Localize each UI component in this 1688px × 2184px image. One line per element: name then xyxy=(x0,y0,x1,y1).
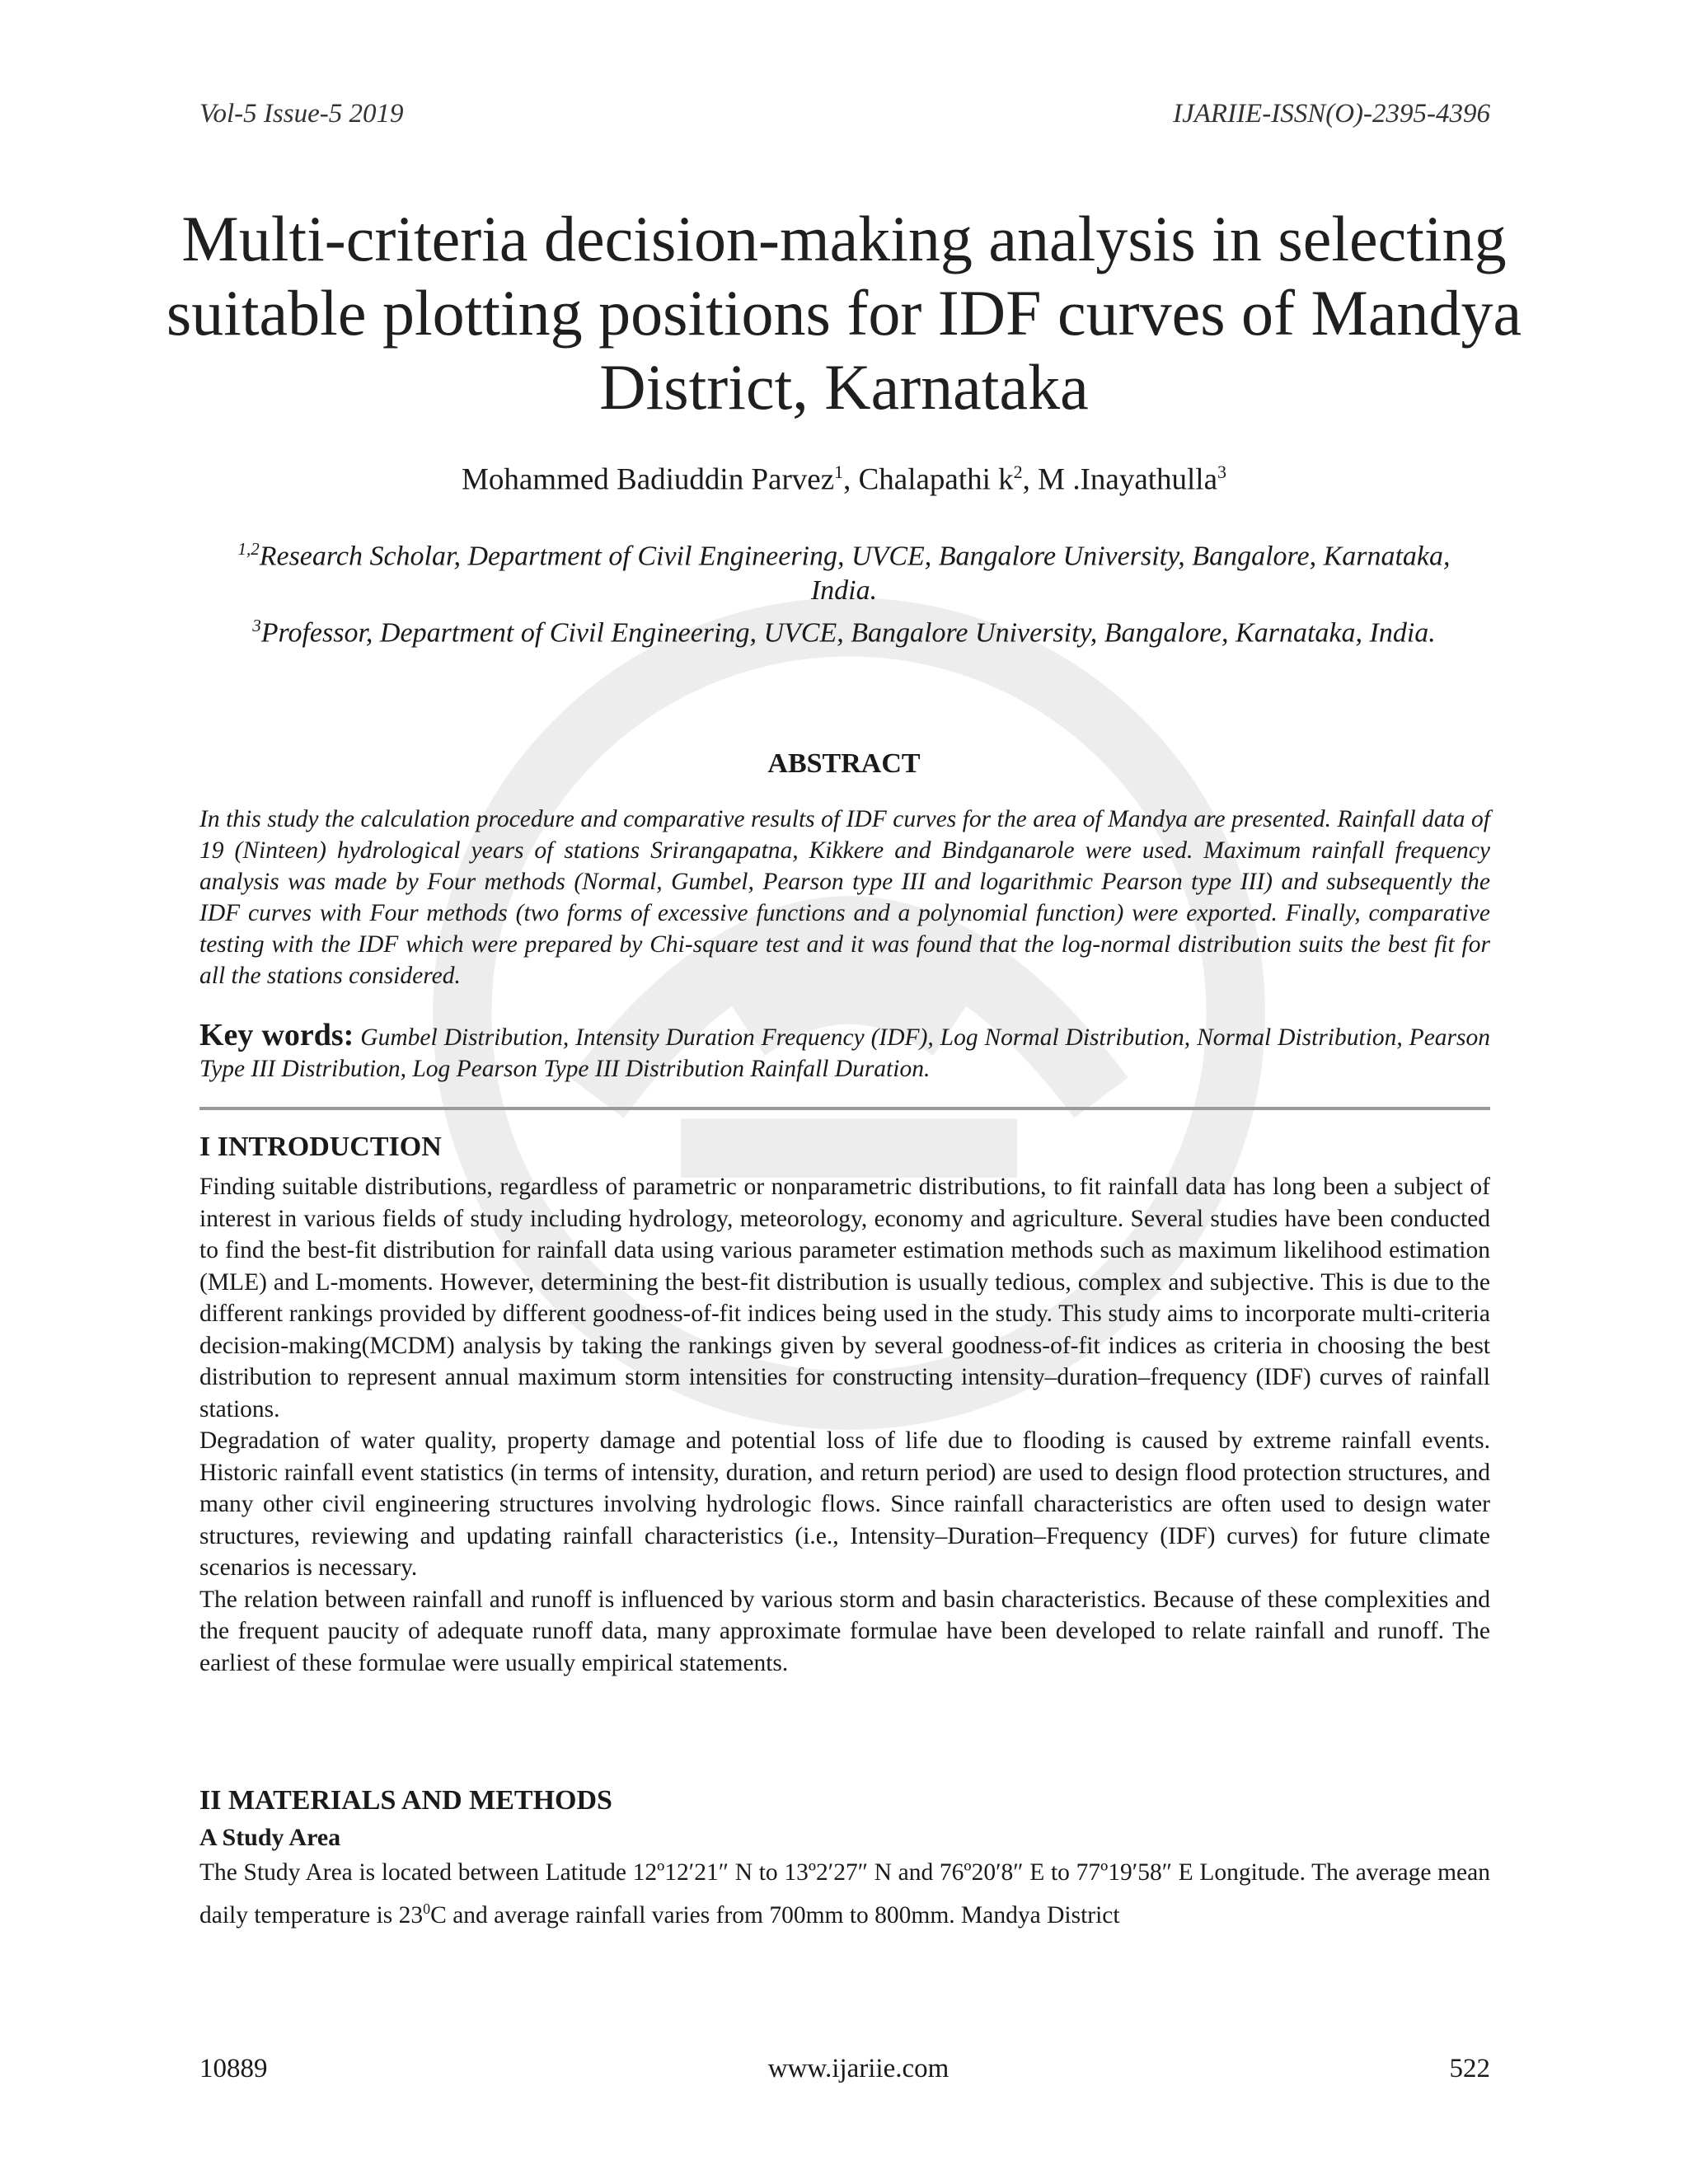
footer-page-number: 522 xyxy=(1449,2054,1490,2083)
header-issn: IJARIIE-ISSN(O)-2395-4396 xyxy=(1173,99,1490,129)
affiliation-1 xyxy=(206,532,1482,608)
author-superscript: 1 xyxy=(834,462,844,482)
affiliation-text: Research Scholar, Department of Civil Engineering, UVCE, Bangalore University, Bangalore, Karnataka, India. xyxy=(259,541,1451,607)
footer-paper-id: 10889 xyxy=(199,2054,268,2083)
keywords-text: Gumbel Distribution, Intensity Duration Frequency (IDF), Log Normal Distribution, Normal Distribution, Pearson Type III Distribution, Log Pearson Type III Distribution Rainfall Duration. xyxy=(199,1024,1491,1082)
author-list xyxy=(165,462,1523,497)
footer-website: www.ijariie.com xyxy=(767,2054,950,2083)
abstract-text: In this study the calculation procedure and comparative results of IDF curves for the area of Mandya are presented. Rainfall data of 19 (Ninteen) hydrological years of stations Srirangapatna, Kikkere and Bindganarole were used. Maximum rainfall frequency analysis was made by Four methods (Normal, Gumbel, Pearson type III and logarithmic Pearson type III) and subsequently the IDF curves with Four methods (two forms of excessive functions and a polynomial function) were exported. Finally, comparative testing with the IDF which were prepared by Chi-square test and it was found that the log-normal distribution suits the best fit for all the stations considered. xyxy=(199,806,1490,989)
author-separator: , xyxy=(1022,462,1039,497)
author-superscript: 3 xyxy=(1217,462,1226,482)
keywords-label: Key words: xyxy=(199,1018,354,1052)
study-area-text xyxy=(199,1854,1490,1933)
running-header xyxy=(199,99,1490,129)
page-footer xyxy=(199,2054,1490,2084)
author-name: Mohammed Badiuddin Parvez xyxy=(461,462,835,497)
section-heading-introduction: I INTRODUCTION xyxy=(199,1132,442,1162)
section-heading-methods: II MATERIALS AND METHODS xyxy=(199,1785,612,1816)
keywords xyxy=(199,1019,1490,1085)
affiliation-superscript: 3 xyxy=(252,616,261,636)
degree-superscript: 0 xyxy=(423,1900,431,1917)
affiliation-2 xyxy=(206,608,1482,650)
paragraph: The relation between rainfall and runoff is influenced by various storm and basin characteristics. Because of these complexities and the frequent paucity of adequate runoff data, many approximate formulae have been developed to relate rainfall and runoff. The earliest of these formulae were usually empirical statements. xyxy=(199,1586,1490,1676)
subsection-heading-study-area: A Study Area xyxy=(199,1824,341,1851)
affiliations xyxy=(206,532,1482,651)
author-separator: , xyxy=(843,462,859,497)
paper-title: Multi-criteria decision-making analysis in selecting suitable plotting positions for IDF curves of Mandya District, Karnataka xyxy=(166,203,1522,423)
author-superscript: 2 xyxy=(1013,462,1023,482)
study-text-part: C and average rainfall varies from 700mm to 800mm. Mandya District xyxy=(430,1901,1120,1929)
author-name: Chalapathi k xyxy=(858,462,1014,497)
header-volume: Vol-5 Issue-5 2019 xyxy=(199,99,404,129)
affiliation-superscript: 1,2 xyxy=(237,539,260,559)
study-text-part: The Study Area is located between Latitude 12º12′21″ N to 13º2′27″ N and 76º20′8″ E to 77º19′58″ E Longitude. The average mean daily temperature is 23 xyxy=(199,1859,1490,1929)
abstract-heading: ABSTRACT xyxy=(767,748,921,779)
author-name: M .Inayathulla xyxy=(1038,462,1217,497)
introduction-body xyxy=(199,1171,1490,1679)
paragraph: Finding suitable distributions, regardless of parametric or nonparametric distributions, to fit rainfall data has long been a subject of interest in various fields of study including hydrology, meteorology, economy and agriculture. Several studies have been conducted to find the best-fit distribution for rainfall data using various parameter estimation methods such as maximum likelihood estimation (MLE) and L-moments. However, determining the best-fit distribution is usually tedious, complex and subjective. This is due to the different rankings provided by different goodness-of-fit indices being used in the study. This study aims to incorporate multi-criteria decision-making(MCDM) analysis by taking the rankings given by several goodness-of-fit indices as criteria in choosing the best distribution to represent annual maximum storm intensities for constructing intensity–duration–frequency (IDF) curves of rainfall stations. xyxy=(199,1174,1490,1422)
affiliation-text: Professor, Department of Civil Engineering, UVCE, Bangalore University, Bangalore, Karnataka, India. xyxy=(260,617,1436,649)
section-divider xyxy=(199,1107,1490,1110)
paragraph: Degradation of water quality, property damage and potential loss of life due to flooding is caused by extreme rainfall events. Historic rainfall event statistics (in terms of intensity, duration, and return period) are used to design flood protection structures, and many other civil engineering structures involving hydrologic flows. Since rainfall characteristics are often used to design water structures, reviewing and updating rainfall characteristics (i.e., Intensity–Duration–Frequency (IDF) curves) for future climate scenarios is necessary. xyxy=(199,1427,1490,1581)
